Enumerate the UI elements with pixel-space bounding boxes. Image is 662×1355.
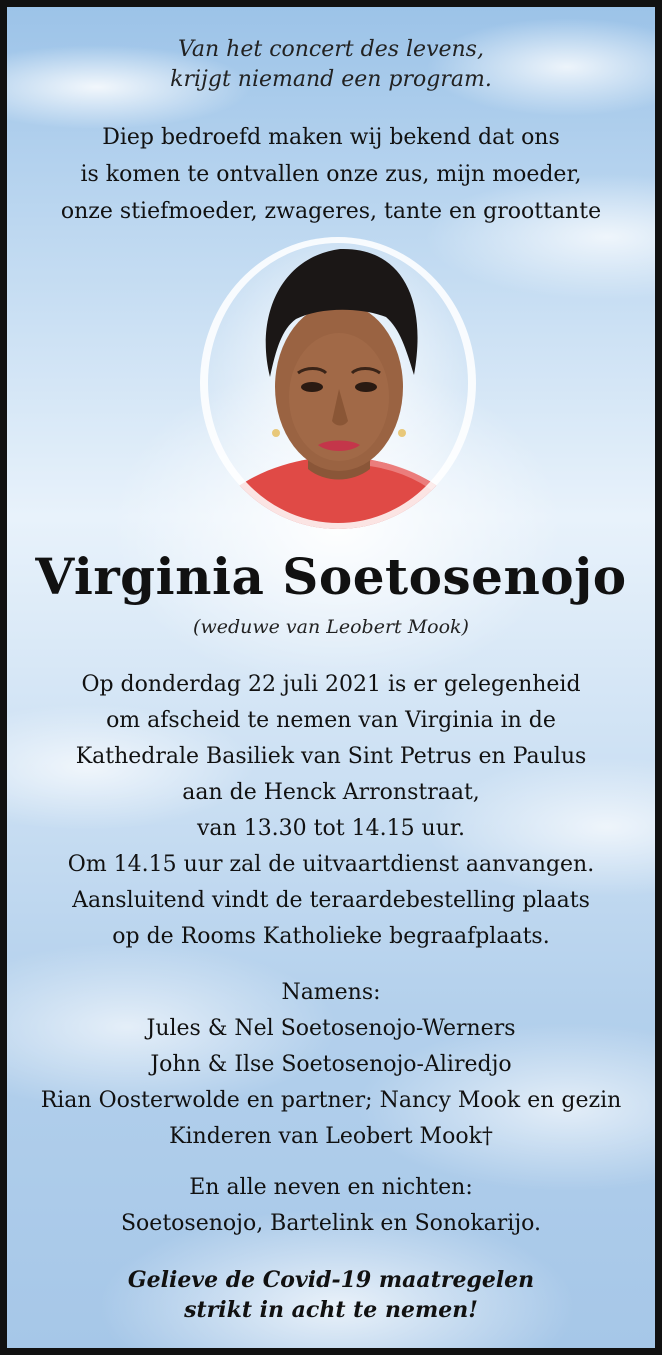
- on-behalf-heading: Namens:: [281, 980, 381, 1005]
- portrait-illustration: [200, 237, 476, 529]
- details-line: aan de Henck Arronstraat,: [182, 780, 480, 805]
- quote-line: Van het concert des levens,: [178, 37, 484, 62]
- relative-line: Kinderen van Leobert Mook†: [169, 1124, 493, 1149]
- details-line: Aansluitend vindt de teraardebestelling plaats: [72, 888, 590, 913]
- opening-quote: [7, 35, 655, 95]
- notice-line: strikt in acht te nemen!: [184, 1297, 478, 1323]
- on-behalf-of: [7, 975, 655, 1155]
- announcement-intro: [7, 119, 655, 230]
- family-line: Soetosenojo, Bartelink en Sonokarijo.: [120, 1211, 541, 1236]
- quote-line: krijgt niemand een program.: [170, 67, 492, 92]
- extended-family: [7, 1170, 655, 1242]
- funeral-details: [7, 667, 655, 955]
- relative-line: John & Ilse Soetosenojo-Aliredjo: [150, 1052, 512, 1077]
- intro-line: Diep bedroefd maken wij bekend dat ons: [102, 125, 560, 150]
- family-heading: En alle neven en nichten:: [189, 1175, 473, 1200]
- notice-line: Gelieve de Covid-19 maatregelen: [127, 1267, 535, 1293]
- details-line: van 13.30 tot 14.15 uur.: [196, 816, 465, 841]
- details-line: op de Rooms Katholieke begraafplaats.: [112, 924, 550, 949]
- relative-line: Rian Oosterwolde en partner; Nancy Mook en gezin: [40, 1088, 622, 1113]
- covid-notice: [7, 1265, 655, 1325]
- details-line: Om 14.15 uur zal de uitvaartdienst aanvangen.: [67, 852, 595, 877]
- intro-line: is komen te ontvallen onze zus, mijn moeder,: [80, 162, 582, 187]
- deceased-name: Virginia Soetosenojo: [35, 547, 627, 606]
- intro-line: onze stiefmoeder, zwageres, tante en groottante: [60, 199, 602, 224]
- details-line: Op donderdag 22 juli 2021 is er gelegenheid: [81, 672, 581, 697]
- details-line: om afscheid te nemen van Virginia in de: [106, 708, 556, 733]
- details-line: Kathedrale Basiliek van Sint Petrus en Paulus: [75, 744, 587, 769]
- portrait-photo: [200, 237, 476, 529]
- relative-line: Jules & Nel Soetosenojo-Werners: [146, 1016, 516, 1041]
- widow-of: (weduwe van Leobert Mook): [193, 616, 469, 638]
